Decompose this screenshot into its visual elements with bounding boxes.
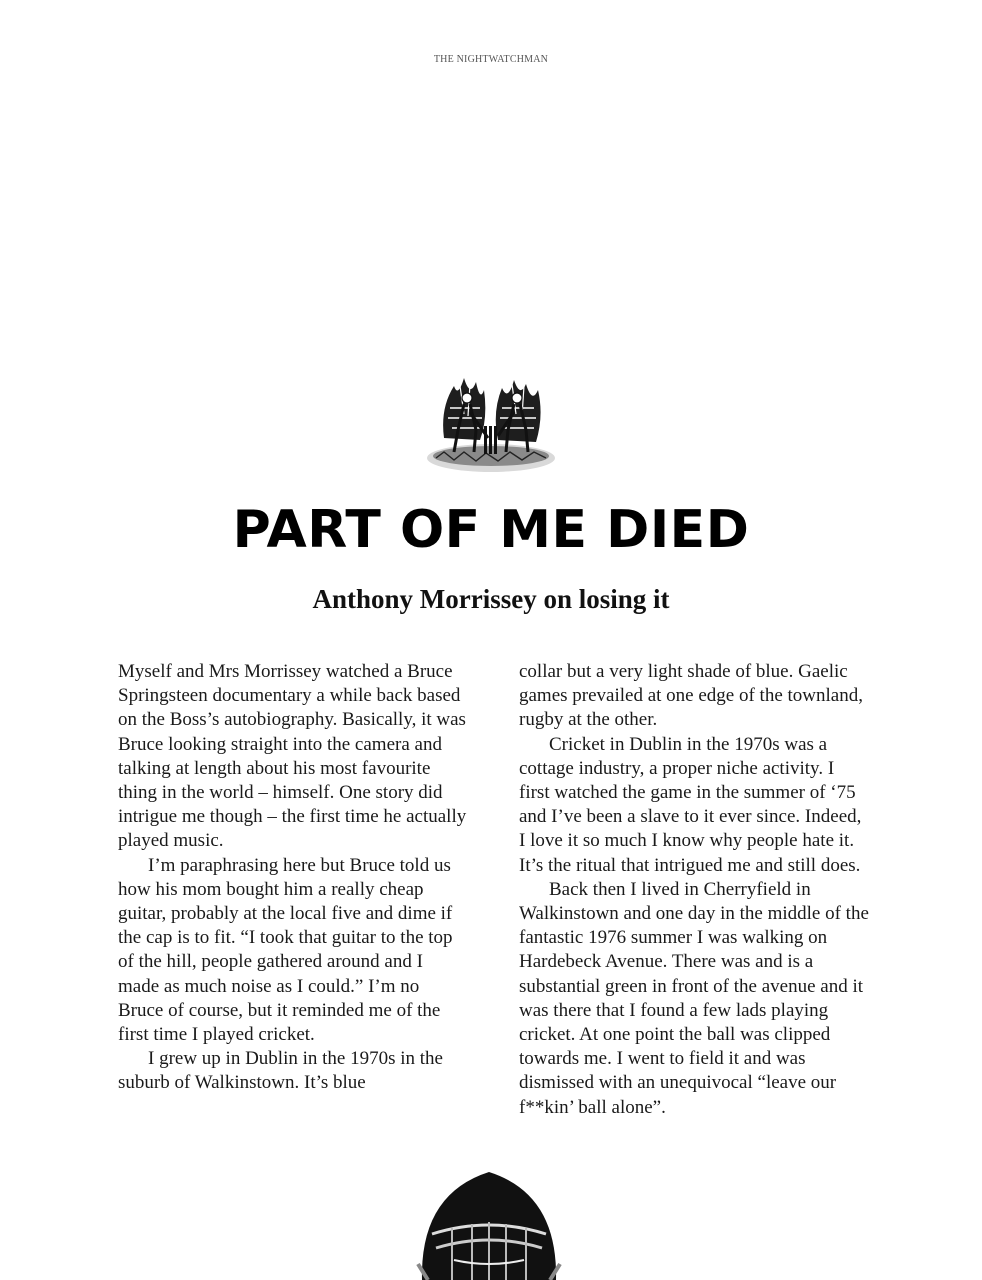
- paragraph: Cricket in Dublin in the 1970s was a cottage industry, a proper niche activity. I first watched the game in the summer of ‘75 and I’ve been a slave to it ever since. Indeed, I love it so much I know why people hate it. It’s the ritual that intrigued me and still does.: [519, 733, 862, 876]
- paragraph: I grew up in Dublin in the 1970s in the suburb of Walkinstown. It’s blue: [118, 1048, 443, 1094]
- paragraph: collar but a very light shade of blue. Gaelic games prevailed at one edge of the townland, rugby at the other.: [519, 661, 863, 731]
- paragraph: Myself and Mrs Morrissey watched a Bruce Springsteen documentary a while back based on the Boss’s autobiography. Basically, it was Bruce looking straight into the camera and talking at length about his most favourite thing in the world – himself. One story did intrigue me though – the first time he actually played music.: [118, 661, 467, 852]
- paragraph: I’m paraphrasing here but Bruce told us how his mom bought him a really cheap guitar, probably at the local five and dime if the cap is to fit. “I took that guitar to the top of the hill, people gathered around and I made as much noise as I could.” I’m no Bruce of course, but it reminded me of the first time I played cricket.: [118, 854, 453, 1046]
- paragraph: Back then I lived in Cherryfield in Walkinstown and one day in the middle of the fantastic 1976 summer I was walking on Hardebeck Avenue. There was and is a substantial green in front of the avenue and it was there that I found a few lads playing cricket. At one point the ball was clipped towards me. I went to field it and was dismissed with an unequivocal “leave our f**kin’ ball alone”.: [519, 878, 869, 1118]
- article-title: PART OF ME DIED: [232, 500, 750, 560]
- article-column-right: [519, 660, 869, 1120]
- helmeted-batsman-portrait-icon: [392, 1164, 586, 1280]
- cricket-batsmen-engraving-icon: [424, 368, 558, 474]
- article-subtitle: Anthony Morrissey on losing it: [312, 584, 670, 614]
- article-column-left: [118, 660, 468, 1096]
- running-head: THE NIGHTWATCHMAN: [433, 54, 549, 65]
